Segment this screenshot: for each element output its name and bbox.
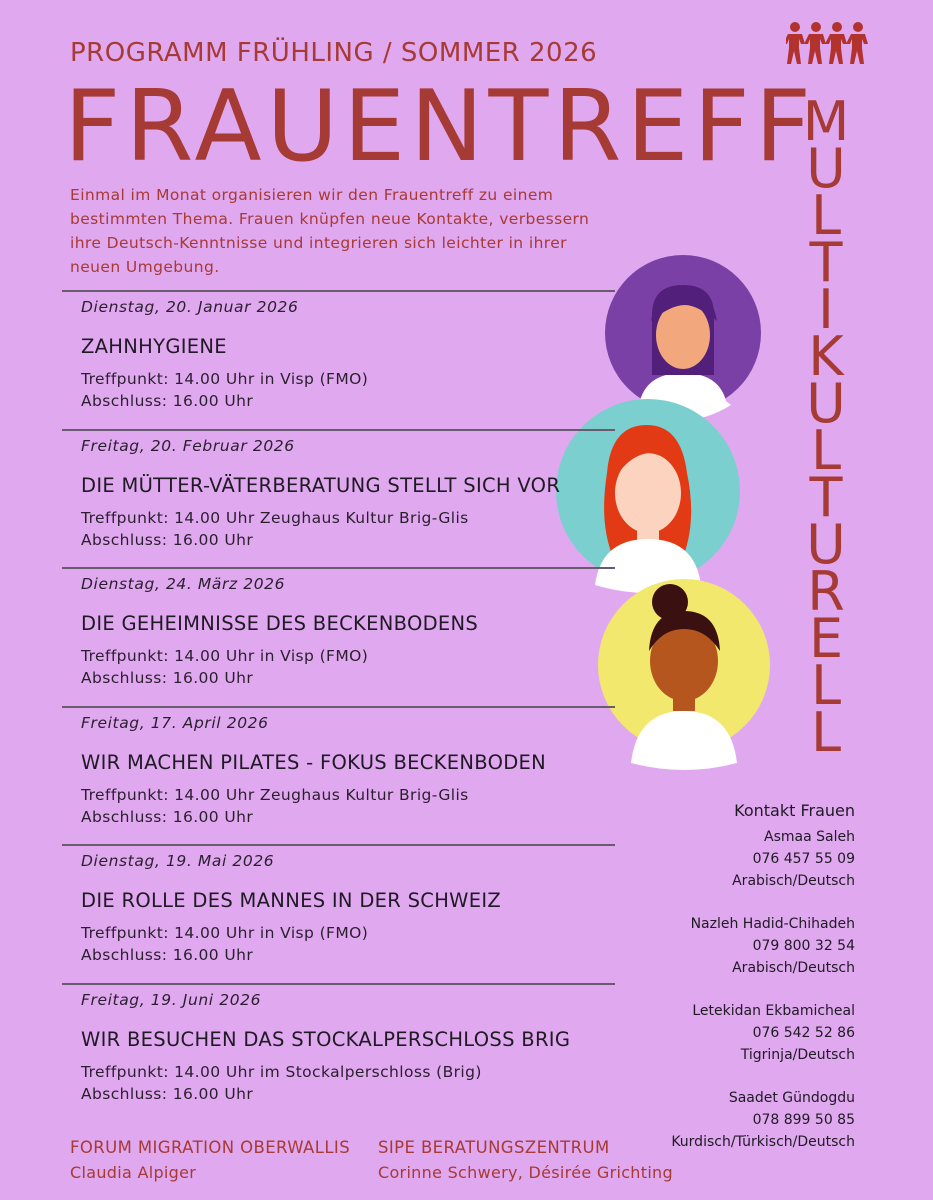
vertical-title	[796, 90, 856, 778]
event-title: ZAHNHYGIENE	[81, 335, 227, 358]
contact-phone: 076 457 55 09	[752, 851, 855, 867]
event-end-time: Abschluss: 16.00 Uhr	[81, 1085, 254, 1103]
vertical-title-letter: U	[806, 372, 846, 435]
contact-phone: 078 899 50 85	[752, 1112, 855, 1128]
woman-avatar-bun-icon	[598, 579, 770, 770]
event-title: WIR MACHEN PILATES - FOKUS BECKENBODEN	[81, 751, 547, 774]
vertical-title-letter: U	[806, 137, 846, 200]
event-title: DIE ROLLE DES MANNES IN DER SCHWEIZ	[81, 889, 502, 912]
contact-name: Letekidan Ekbamicheal	[692, 1003, 855, 1019]
vertical-title-letter: R	[807, 560, 845, 623]
event-item	[62, 983, 615, 1123]
contact-name: Nazleh Hadid-Chihadeh	[690, 916, 855, 932]
event-end-time: Abschluss: 16.00 Uhr	[81, 669, 254, 687]
vertical-title-letter: L	[810, 184, 842, 247]
contact-person	[671, 913, 855, 979]
vertical-title-letter: T	[809, 466, 843, 529]
contact-person	[671, 1087, 855, 1153]
vertical-title-letter: T	[809, 231, 843, 294]
vertical-title-letter: E	[808, 607, 844, 670]
contact-person	[671, 826, 855, 892]
event-end-time: Abschluss: 16.00 Uhr	[81, 808, 254, 826]
vertical-title-letter: M	[802, 90, 850, 153]
event-item	[62, 706, 615, 846]
event-date: Dienstag, 19. Mai 2026	[81, 852, 275, 870]
footer-org-sipe: SIPE BERATUNGSZENTRUM	[378, 1138, 610, 1157]
event-end-time: Abschluss: 16.00 Uhr	[81, 531, 254, 549]
event-meeting-point: Treffpunkt: 14.00 Uhr im Stockalperschloss (Brig)	[81, 1063, 482, 1081]
contact-languages: Arabisch/Deutsch	[732, 960, 855, 976]
event-date: Freitag, 19. Juni 2026	[81, 991, 262, 1009]
contact-languages: Arabisch/Deutsch	[732, 873, 855, 889]
contact-person	[671, 1000, 855, 1066]
contact-heading: Kontakt Frauen	[734, 801, 855, 820]
event-date: Freitag, 17. April 2026	[81, 714, 269, 732]
vertical-title-letter: K	[808, 325, 844, 388]
event-title: DIE GEHEIMNISSE DES BECKENBODENS	[81, 612, 479, 635]
event-item	[62, 844, 615, 984]
event-item	[62, 567, 615, 707]
footer-person-forum-migration: Claudia Alpiger	[70, 1163, 197, 1182]
footer-person-sipe: Corinne Schwery, Désirée Grichting	[378, 1163, 673, 1182]
event-item	[62, 290, 615, 430]
event-title: DIE MÜTTER-VÄTERBERATUNG STELLT SICH VOR	[81, 474, 561, 497]
vertical-title-letter: I	[818, 278, 834, 341]
contact-name: Asmaa Saleh	[764, 829, 855, 845]
vertical-title-letter: L	[810, 419, 842, 482]
event-meeting-point: Treffpunkt: 14.00 Uhr in Visp (FMO)	[81, 647, 369, 665]
contact-name: Saadet Gündogdu	[728, 1090, 855, 1106]
event-end-time: Abschluss: 16.00 Uhr	[81, 392, 254, 410]
event-date: Freitag, 20. Februar 2026	[81, 437, 295, 455]
event-title: WIR BESUCHEN DAS STOCKALPERSCHLOSS BRIG	[81, 1028, 571, 1051]
page-title: FRAUENTREFF	[64, 70, 817, 184]
event-end-time: Abschluss: 16.00 Uhr	[81, 946, 254, 964]
contact-phone: 076 542 52 86	[752, 1025, 855, 1041]
vertical-title-letter: L	[810, 701, 842, 764]
contact-phone: 079 800 32 54	[752, 938, 855, 954]
contact-languages: Tigrinja/Deutsch	[740, 1047, 855, 1063]
event-meeting-point: Treffpunkt: 14.00 Uhr in Visp (FMO)	[81, 370, 369, 388]
program-kicker: PROGRAMM FRÜHLING / SOMMER 2026	[70, 38, 598, 68]
event-meeting-point: Treffpunkt: 14.00 Uhr Zeughaus Kultur Brig-Glis	[81, 786, 469, 804]
people-chain-logo-icon	[786, 20, 868, 66]
event-date: Dienstag, 24. März 2026	[81, 575, 286, 593]
intro-text: Einmal im Monat organisieren wir den Frauentreff zu einem bestimmten Thema. Frauen knüpfen neue Kontakte, verbessern ihre Deutsch-Kenntnisse und integrieren sich leichter in ihrer neuen Umgebung.	[70, 186, 590, 276]
event-date: Dienstag, 20. Januar 2026	[81, 298, 299, 316]
woman-avatar-purple-icon	[605, 255, 761, 420]
event-meeting-point: Treffpunkt: 14.00 Uhr Zeughaus Kultur Brig-Glis	[81, 509, 469, 527]
event-item	[62, 429, 615, 569]
contact-languages: Kurdisch/Türkisch/Deutsch	[671, 1134, 855, 1150]
footer-org-forum-migration: FORUM MIGRATION OBERWALLIS	[70, 1138, 351, 1157]
vertical-title-letter: L	[810, 654, 842, 717]
event-meeting-point: Treffpunkt: 14.00 Uhr in Visp (FMO)	[81, 924, 369, 942]
vertical-title-letter: U	[806, 513, 846, 576]
contact-block	[671, 800, 855, 1153]
